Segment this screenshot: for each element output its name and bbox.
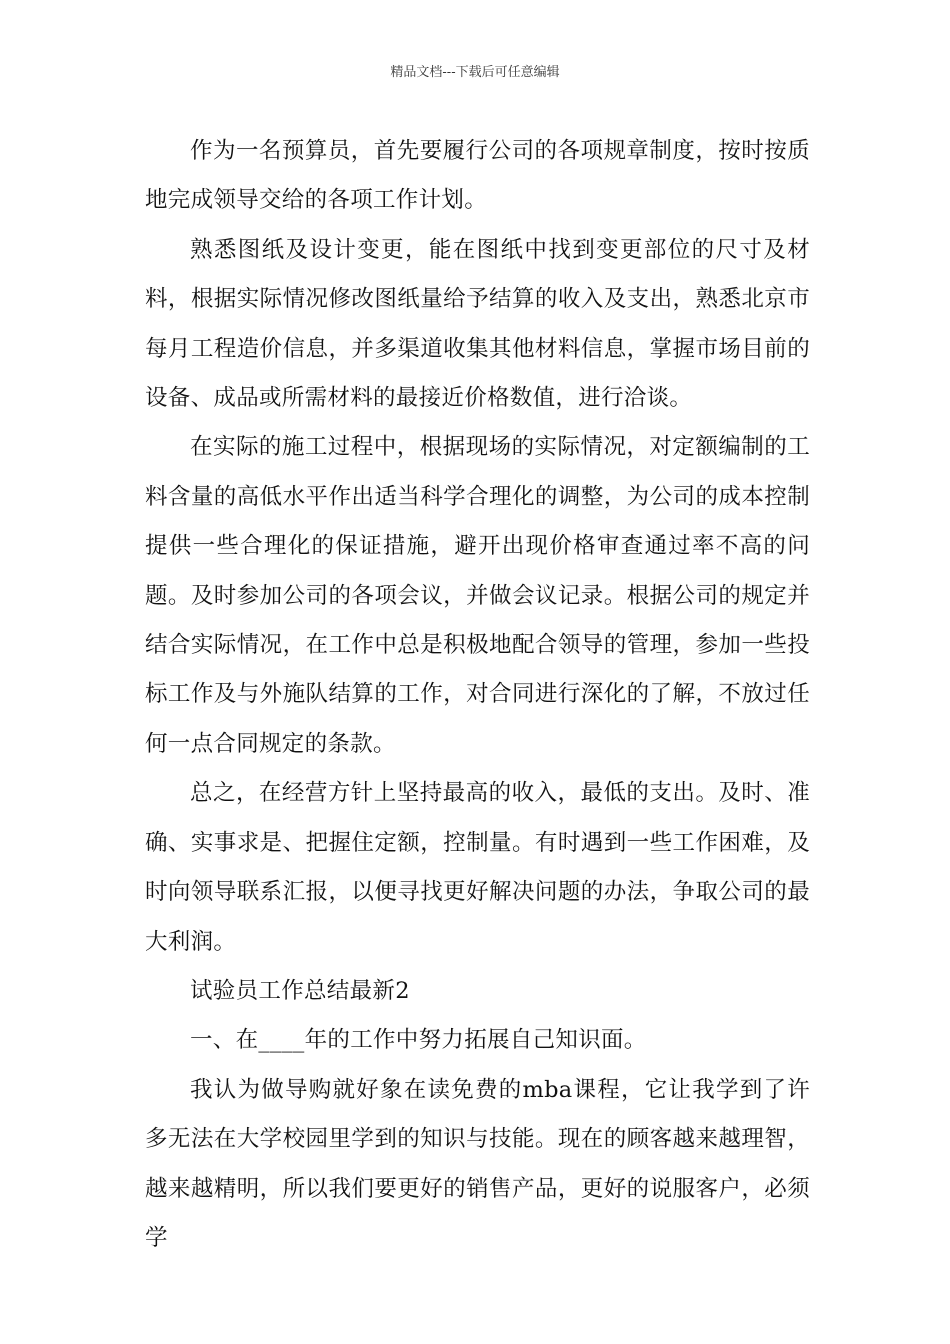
paragraph-drawings: 熟悉图纸及设计变更，能在图纸中找到变更部位的尺寸及材料，根据实际情况修改图纸量给予结算的收入及支出，熟悉北京市每月工程造价信息，并多渠道收集其他材料信息，掌握市场目前的设备、成品或所需材料的最接近价格数值，进行洽谈。 [145,236,810,412]
paragraph-shopping-guide: 我认为做导购就好象在读免费的mba课程，它让我学到了许多无法在大学校园里学到的知识与技能。现在的顾客越来越理智，越来越精明，所以我们要更好的销售产品，更好的说服客户，必须学 [145,1076,810,1251]
document-body [145,127,810,1263]
paragraph-construction: 在实际的施工过程中，根据现场的实际情况，对定额编制的工料含量的高低水平作出适当科学合理化的调整，为公司的成本控制提供一些合理化的保证措施，避开出现价格审查通过率不高的问题。及时参加公司的各项会议，并做会议记录。根据公司的规定并结合实际情况，在工作中总是积极地配合领导的管理，参加一些投标工作及与外施队结算的工作，对合同进行深化的了解，不放过任何一点合同规定的条款。 [145,434,810,757]
section-item-1: 一、在____年的工作中努力拓展自己知识面。 [190,1027,647,1054]
paragraph-budget-duties: 作为一名预算员，首先要履行公司的各项规章制度，按时按质地完成领导交给的各项工作计划。 [145,138,810,214]
page-header: 精品文档---下载后可任意编辑 [390,65,560,80]
paragraph-summary: 总之，在经营方针上坚持最高的收入，最低的支出。及时、准确、实事求是、把握住定额，控制量。有时遇到一些工作困难，及时向领导联系汇报，以便寻找更好解决问题的办法，争取公司的最大利润。 [145,780,810,955]
section-title: 试验员工作总结最新2 [190,977,410,1004]
